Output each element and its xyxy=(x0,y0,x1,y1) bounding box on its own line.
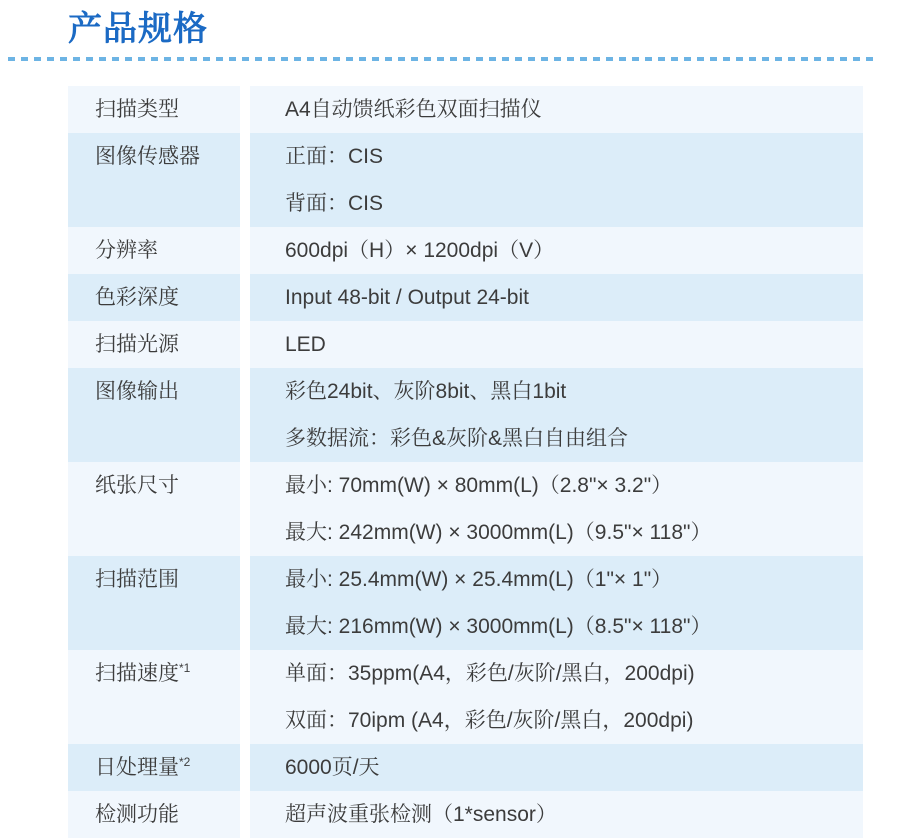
spec-row-paper-size xyxy=(68,462,863,556)
spec-value-cell xyxy=(250,321,863,368)
spec-value-line: 600dpi（H）× 1200dpi（V） xyxy=(285,239,555,262)
spec-value-cell xyxy=(250,462,863,556)
spec-value-line: 单面：35ppm(A4，彩色/灰阶/黑白，200dpi) xyxy=(285,662,695,685)
spec-value-line: 正面：CIS xyxy=(285,145,384,168)
spec-row-image-sensor xyxy=(68,133,863,227)
spec-value-cell xyxy=(250,744,863,791)
spec-label-text: 扫描速度 xyxy=(95,662,179,685)
spec-label: 扫描光源 xyxy=(95,333,179,356)
spec-value-cell xyxy=(250,227,863,274)
spec-label-cell xyxy=(68,556,240,650)
spec-label: 扫描范围 xyxy=(95,568,179,591)
spec-label: 分辨率 xyxy=(95,239,158,262)
spec-value-cell xyxy=(250,133,863,227)
spec-label xyxy=(95,756,190,779)
spec-row-light-source xyxy=(68,321,863,368)
spec-label-superscript: *1 xyxy=(179,661,191,675)
spec-value-line: 最大: 242mm(W) × 3000mm(L)（9.5"× 118"） xyxy=(285,521,712,544)
spec-value-line: 双面：70ipm (A4，彩色/灰阶/黑白，200dpi) xyxy=(285,709,694,732)
spec-label-superscript: *2 xyxy=(179,755,191,769)
spec-value-line: 彩色24bit、灰阶8bit、黑白1bit xyxy=(285,380,567,403)
spec-row-scan-speed xyxy=(68,650,863,744)
spec-label-text: 日处理量 xyxy=(95,756,179,779)
spec-row-scan-type xyxy=(68,86,863,133)
spec-value-line: LED xyxy=(285,333,326,356)
spec-label-cell xyxy=(68,462,240,556)
spec-value-line: 超声波重张检测（1*sensor） xyxy=(285,803,557,826)
spec-label: 纸张尺寸 xyxy=(95,474,179,497)
title-underline xyxy=(8,57,876,61)
spec-value-cell xyxy=(250,368,863,462)
spec-row-image-output xyxy=(68,368,863,462)
spec-value-line: 最小: 25.4mm(W) × 25.4mm(L)（1"× 1"） xyxy=(285,568,673,591)
spec-value-line: 背面：CIS xyxy=(285,192,384,215)
spec-value-cell xyxy=(250,650,863,744)
spec-value-line: 最大: 216mm(W) × 3000mm(L)（8.5"× 118"） xyxy=(285,615,712,638)
spec-table xyxy=(68,86,863,838)
spec-value-cell xyxy=(250,556,863,650)
spec-label-cell xyxy=(68,86,240,133)
spec-label: 图像传感器 xyxy=(95,145,200,168)
spec-value-line: 最小: 70mm(W) × 80mm(L)（2.8"× 3.2"） xyxy=(285,474,673,497)
spec-label-cell xyxy=(68,274,240,321)
spec-value-cell xyxy=(250,274,863,321)
spec-value-cell xyxy=(250,86,863,133)
spec-value-line: 多数据流：彩色&灰阶&黑白自由组合 xyxy=(285,427,629,450)
spec-label: 图像输出 xyxy=(95,380,179,403)
spec-label-cell xyxy=(68,227,240,274)
spec-row-resolution xyxy=(68,227,863,274)
spec-label-cell xyxy=(68,650,240,744)
spec-label: 色彩深度 xyxy=(95,286,179,309)
spec-row-color-depth xyxy=(68,274,863,321)
spec-row-scan-area xyxy=(68,556,863,650)
spec-value-line: Input 48-bit / Output 24-bit xyxy=(285,286,529,309)
spec-label xyxy=(95,662,190,685)
spec-label: 检测功能 xyxy=(95,803,179,826)
spec-label-cell xyxy=(68,368,240,462)
spec-label-cell xyxy=(68,744,240,791)
spec-row-daily-duty xyxy=(68,744,863,791)
spec-value-line: A4自动馈纸彩色双面扫描仪 xyxy=(285,98,542,121)
spec-label-cell xyxy=(68,133,240,227)
spec-label-cell xyxy=(68,321,240,368)
spec-value-line: 6000页/天 xyxy=(285,756,380,779)
page-title: 产品规格 xyxy=(68,10,208,48)
spec-label: 扫描类型 xyxy=(95,98,179,121)
